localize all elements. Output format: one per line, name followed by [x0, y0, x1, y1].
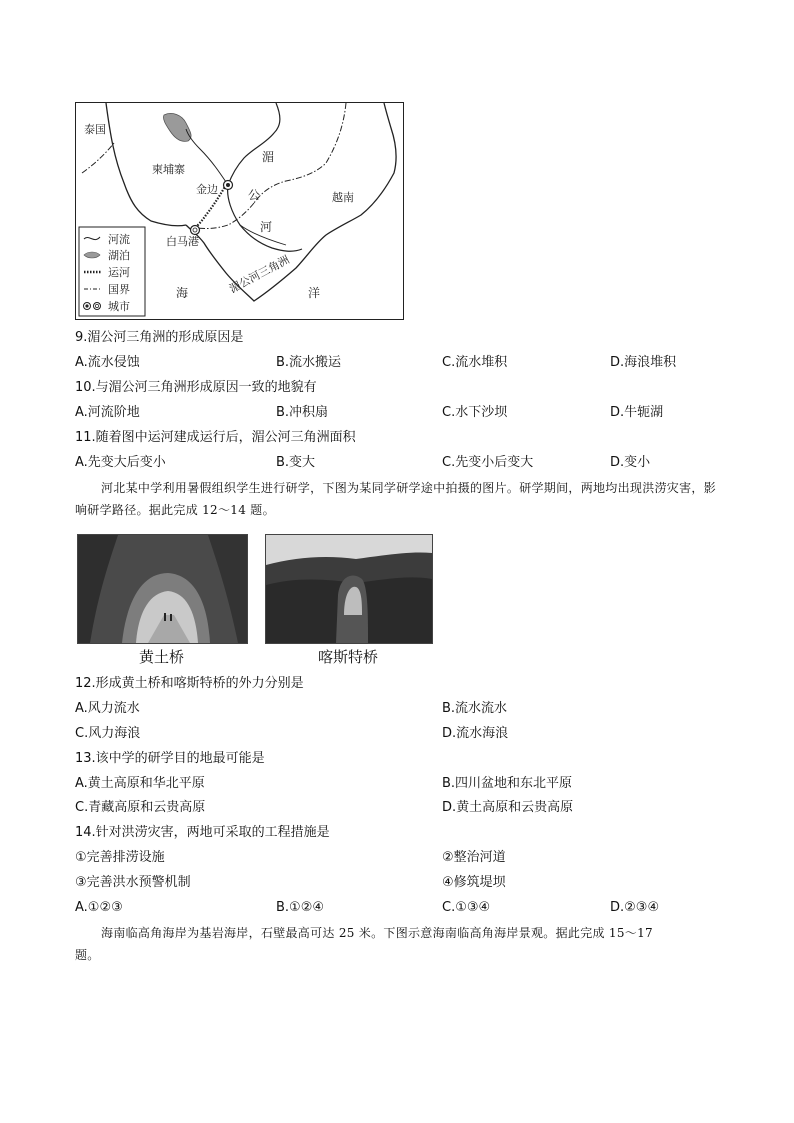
legend-label: 湖泊	[108, 249, 130, 262]
loess-bridge-image	[78, 535, 247, 643]
option: A.河流阶地	[75, 405, 140, 420]
question-stem: 10.与湄公河三角洲形成原因一致的地貌有	[75, 380, 317, 395]
karst-bridge-image	[266, 535, 432, 643]
label-vietnam: 越南	[332, 191, 354, 204]
label-mekong-2: 公	[248, 188, 261, 202]
karst-bridge-photo	[265, 534, 433, 644]
legend-label: 河流	[108, 233, 130, 246]
question-stem: 12.形成黄土桥和喀斯特桥的外力分别是	[75, 676, 304, 691]
option: C.流水堆积	[442, 355, 508, 370]
option: D.黄土高原和云贵高原	[442, 800, 574, 815]
legend-label: 城市	[108, 300, 130, 313]
legend-label: 国界	[108, 283, 130, 296]
option: B.流水搬运	[276, 355, 342, 370]
label-mekong-3: 河	[260, 220, 273, 234]
label-phnom-penh: 金边	[196, 183, 218, 196]
map-legend	[79, 227, 145, 316]
map-drawing	[76, 103, 403, 319]
option: A.先变大后变小	[75, 455, 166, 470]
statement-item: ④修筑堤坝	[442, 875, 506, 890]
option: B.流水流水	[442, 701, 508, 716]
mekong-delta-map	[75, 102, 404, 320]
label-mekong-1: 湄	[262, 150, 275, 164]
reading-passage-continued: 题。	[75, 948, 100, 962]
option: C.水下沙坝	[442, 405, 508, 420]
question-stem: 13.该中学的研学目的地最可能是	[75, 751, 265, 766]
loess-bridge-photo	[77, 534, 248, 644]
option: B.变大	[276, 455, 316, 470]
option: A.①②③	[75, 900, 123, 915]
option: B.四川盆地和东北平原	[442, 776, 573, 791]
option: B.①②④	[276, 900, 325, 915]
option: C.①③④	[442, 900, 491, 915]
coastline-south	[186, 103, 396, 301]
option: D.流水海浪	[442, 726, 509, 741]
border-thailand	[82, 143, 114, 173]
label-kampot: 白马港	[166, 235, 199, 248]
option: A.流水侵蚀	[75, 355, 140, 370]
option: C.风力海浪	[75, 726, 141, 741]
option: D.海浪堆积	[610, 355, 677, 370]
label-thailand: 泰国	[84, 123, 106, 136]
question-stem: 14.针对洪涝灾害，两地可采取的工程措施是	[75, 825, 330, 840]
option: C.先变小后变大	[442, 455, 534, 470]
city-phnom-penh-icon	[224, 181, 233, 190]
option: D.牛轭湖	[610, 405, 664, 420]
reading-passage: 海南临高角海岸为基岩海岸，石壁最高可达 25 米。下图示意海南临高角海岸景观。据此完成 15～17	[101, 926, 653, 940]
tonle-sap-lake	[163, 113, 191, 141]
city-kampot-icon	[191, 226, 200, 235]
option: A.风力流水	[75, 701, 140, 716]
photo-caption: 黄土桥	[138, 648, 184, 666]
legend-label: 运河	[108, 266, 130, 279]
option: B.冲积扇	[276, 405, 329, 420]
question-stem: 9.湄公河三角洲的形成原因是	[75, 330, 244, 345]
statement-item: ③完善洪水预警机制	[75, 875, 191, 890]
tonle-sap-river	[186, 129, 228, 185]
statement-item: ②整治河道	[442, 850, 506, 865]
option: D.②③④	[610, 900, 660, 915]
label-ocean: 洋	[308, 286, 321, 300]
label-sea: 海	[176, 286, 189, 300]
option: C.青藏高原和云贵高原	[75, 800, 206, 815]
label-cambodia: 柬埔寨	[152, 163, 185, 176]
reading-passage: 河北某中学利用暑假组织学生进行研学，下图为某同学研学途中拍摄的图片。研学期间，两地均出现洪涝灾害，影响研学路径。据此完成 12～14 题。	[75, 481, 717, 517]
label-delta: 湄公河三角洲	[227, 253, 292, 296]
option: D.变小	[610, 455, 651, 470]
photo-caption: 喀斯特桥	[317, 648, 378, 666]
option: A.黄土高原和华北平原	[75, 776, 205, 791]
question-stem: 11.随着图中运河建成运行后，湄公河三角洲面积	[75, 430, 356, 445]
statement-item: ①完善排涝设施	[75, 850, 165, 865]
